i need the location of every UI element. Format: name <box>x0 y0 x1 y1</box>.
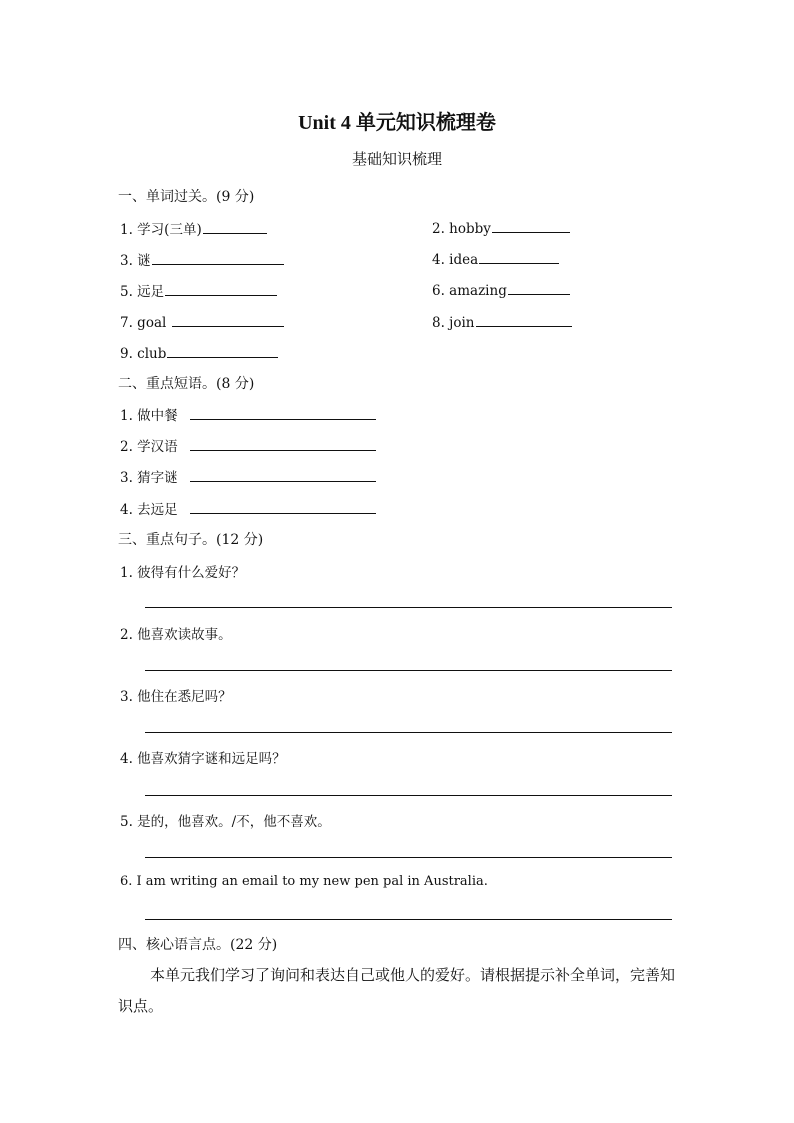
answer-blank[interactable] <box>476 312 572 327</box>
section2-heading: 二、重点短语。(8 分) <box>118 376 255 392</box>
sentence-answer-line-4[interactable] <box>145 795 672 796</box>
section1-heading: 一、单词过关。(9 分) <box>118 189 255 205</box>
sentence-item-2: 2. 他喜欢读故事。 <box>120 627 232 643</box>
sentence-answer-line-3[interactable] <box>145 732 672 733</box>
sentence-item-3: 3. 他住在悉尼吗？ <box>120 689 232 705</box>
page-title: Unit 4 单元知识梳理卷 <box>298 112 496 134</box>
answer-blank[interactable] <box>190 436 376 451</box>
answer-blank[interactable] <box>479 249 559 264</box>
sentence-item-4: 4. 他喜欢猜字谜和远足吗？ <box>120 751 286 767</box>
vocab-item-7 <box>120 312 284 331</box>
vocab-item-9 <box>120 343 278 362</box>
answer-blank[interactable] <box>190 405 376 420</box>
answer-blank[interactable] <box>508 280 570 295</box>
section4-intro: 本单元我们学习了询问和表达自己或他人的爱好。请根据提示补全单词，完善知识点。 <box>118 966 676 1015</box>
phrase-item-2 <box>120 435 376 455</box>
answer-blank[interactable] <box>167 343 278 358</box>
sentence-answer-line-1[interactable] <box>145 607 672 608</box>
sentence-item-5: 5. 是的，他喜欢。/不，他不喜欢。 <box>120 814 331 830</box>
vocab-item-4 <box>432 249 559 268</box>
vocab-item-label: 7. goal <box>120 315 167 331</box>
answer-blank[interactable] <box>165 281 277 296</box>
answer-blank[interactable] <box>172 312 284 327</box>
phrase-item-1 <box>120 404 376 424</box>
vocab-item-label: 6. amazing <box>432 283 507 299</box>
vocab-item-6 <box>432 280 570 299</box>
phrase-item-3 <box>120 466 376 486</box>
phrase-item-label: 1. 做中餐 <box>120 408 178 424</box>
sentence-answer-line-5[interactable] <box>145 857 672 858</box>
section4-heading: 四、核心语言点。(22 分) <box>118 937 278 953</box>
phrase-item-4 <box>120 498 376 518</box>
phrase-item-label: 2. 学汉语 <box>120 439 178 455</box>
sentence-item-6: 6. I am writing an email to my new pen pal in Australia. <box>120 874 488 889</box>
page-subtitle: 基础知识梳理 <box>351 150 442 168</box>
vocab-item-8 <box>432 312 572 331</box>
vocab-item-label: 1. 学习(三单) <box>120 222 202 238</box>
sentence-answer-line-2[interactable] <box>145 670 672 671</box>
vocab-item-label: 5. 远足 <box>120 284 165 300</box>
answer-blank[interactable] <box>203 219 267 234</box>
vocab-item-label: 2. hobby <box>432 221 491 237</box>
phrase-item-label: 4. 去远足 <box>120 502 178 518</box>
vocab-item-label: 9. club <box>120 346 167 362</box>
answer-blank[interactable] <box>152 250 284 265</box>
vocab-item-label: 8. join <box>432 315 475 331</box>
answer-blank[interactable] <box>190 499 376 514</box>
section3-heading: 三、重点句子。(12 分) <box>118 532 264 548</box>
vocab-item-2 <box>432 218 570 237</box>
answer-blank[interactable] <box>492 218 570 233</box>
vocab-item-3 <box>120 249 284 269</box>
vocab-item-label: 4. idea <box>432 252 479 268</box>
sentence-answer-line-6[interactable] <box>145 919 672 920</box>
vocab-item-1 <box>120 218 267 238</box>
answer-blank[interactable] <box>190 467 376 482</box>
vocab-item-5 <box>120 280 277 300</box>
vocab-item-label: 3. 谜 <box>120 253 151 269</box>
phrase-item-label: 3. 猜字谜 <box>120 470 178 486</box>
sentence-item-1: 1. 彼得有什么爱好？ <box>120 565 246 581</box>
